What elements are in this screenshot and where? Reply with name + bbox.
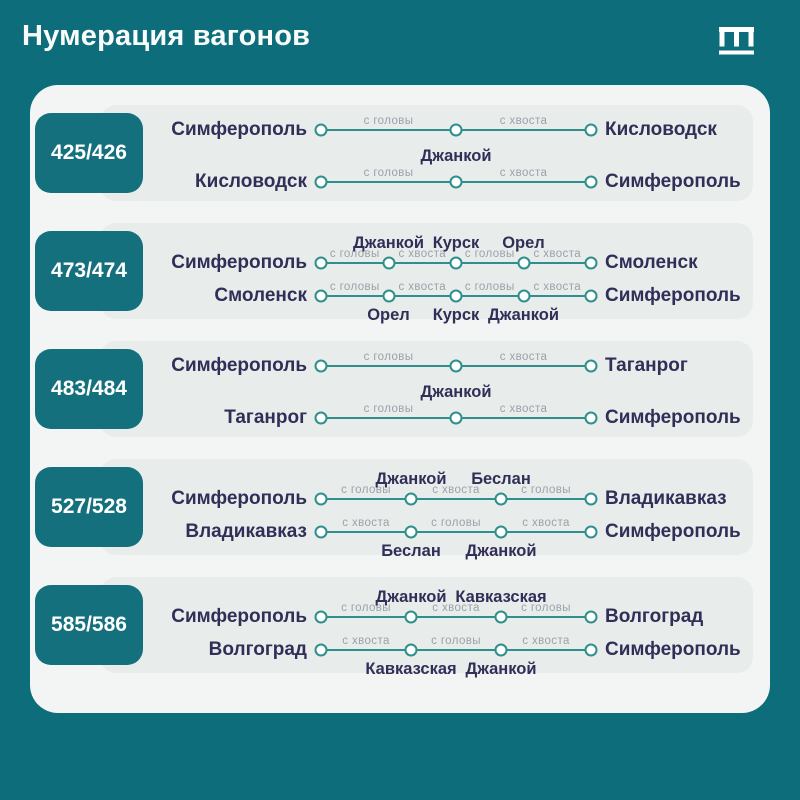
station-dot [495,610,508,623]
segment-direction-label: с головы [521,483,571,496]
intermediate-station-label: Орел [367,305,410,324]
route-track [315,469,597,510]
intermediate-station-label: Беслан [381,541,441,560]
segment-direction-label: с головы [363,351,414,363]
destination-city-label: Таганрог [605,355,688,376]
route-row [100,280,753,324]
segment-direction-label: с головы [464,280,515,293]
station-dot [405,610,418,623]
segment-direction-label: с головы [329,247,380,260]
route-row [100,233,753,274]
intermediate-station-label: Джанкой [465,659,537,678]
station-dot [450,289,463,302]
route-track [315,115,597,141]
segment-direction-label: с хвоста [432,483,480,496]
route-line [321,531,591,533]
route-row [100,167,753,193]
segment-direction-label: с головы [431,516,481,529]
route-track [315,516,597,560]
station-dot [405,525,418,538]
destination-city-label: Симферополь [605,407,741,428]
segment-direction-label: с хвоста [522,516,570,529]
segment-direction-label: с хвоста [398,280,447,293]
destination-city-label: Симферополь [605,520,741,542]
route-rail [321,634,591,678]
origin-city-label: Владикавказ [185,520,307,542]
shared-middle-station-label: Джанкой [420,147,492,165]
station-dot [450,412,463,425]
route-rail [321,167,591,193]
origin-city-label: Симферополь [171,605,307,627]
segment-direction-label: с головы [363,403,414,415]
destination-city-label: Владикавказ [605,487,727,509]
route-row [100,516,753,560]
segment-direction-label: с хвоста [533,247,582,260]
route-track [315,634,597,678]
train-number-badge: 585/586 [35,585,143,665]
origin-city-label: Симферополь [171,355,307,376]
destination-city-label: Смоленск [605,251,698,273]
intermediate-station-label: Джанкой [487,305,560,324]
route-track [315,403,597,429]
station-dot [585,525,598,538]
intermediate-station-label: Кавказская [365,659,457,678]
shared-middle-station-label: Джанкой [420,383,492,401]
segment-direction-label: с головы [363,167,414,179]
route-track [315,351,597,377]
segment-direction-label: с головы [341,483,391,496]
route-card [51,105,753,201]
station-dot [315,610,328,623]
station-dot [495,492,508,505]
station-dot [315,412,328,425]
station-dot [315,492,328,505]
origin-city-label: Таганрог [224,407,307,428]
segment-direction-label: с хвоста [522,634,570,647]
segment-direction-label: с головы [464,247,515,260]
route-row [100,115,753,141]
route-card [51,341,753,437]
station-dot [517,256,530,269]
segment-direction-label: с хвоста [499,115,548,127]
route-card-body [100,459,753,560]
destination-city-label: Кисловодск [605,119,717,140]
intermediate-station-label: Джанкой [375,469,447,488]
intermediate-station-label: Кавказская [455,587,547,606]
route-rail [321,115,591,141]
segment-direction-label: с головы [521,601,571,614]
segment-direction-label: с хвоста [533,280,582,293]
station-dot [585,492,598,505]
station-dot [450,360,463,373]
route-track [315,587,597,628]
route-card-body [100,577,753,678]
page-header [0,0,800,85]
route-card-body [100,105,753,201]
segment-direction-label: с головы [341,601,391,614]
station-dot [315,124,328,137]
station-dot [585,360,598,373]
station-dot [585,124,598,137]
route-track [315,233,597,274]
route-track [315,280,597,324]
intermediate-station-label: Джанкой [375,587,447,606]
station-dot [585,412,598,425]
station-dot [450,176,463,189]
route-rail [321,587,591,628]
station-dot [405,492,418,505]
segment-direction-label: с хвоста [398,247,447,260]
route-row [100,469,753,510]
station-dot [517,289,530,302]
route-rail [321,516,591,560]
intermediate-station-label: Курск [432,305,480,324]
route-card [51,459,753,560]
route-line [321,649,591,651]
segment-direction-label: с головы [431,634,481,647]
station-dot [315,176,328,189]
origin-city-label: Симферополь [171,251,307,273]
train-number-badge: 483/484 [35,349,143,429]
station-dot [585,610,598,623]
destination-city-label: Симферополь [605,284,741,306]
route-row [100,587,753,628]
route-rail [321,351,591,377]
origin-city-label: Кисловодск [195,171,307,192]
route-rail [321,280,591,324]
station-dot [450,256,463,269]
origin-city-label: Симферополь [171,487,307,509]
destination-city-label: Симферополь [605,171,741,192]
segment-direction-label: с головы [329,280,380,293]
station-dot [495,643,508,656]
destination-city-label: Волгоград [605,605,704,627]
segment-direction-label: с хвоста [342,634,390,647]
station-dot [315,256,328,269]
station-dot [405,643,418,656]
route-row [100,634,753,678]
route-rail [321,233,591,274]
route-rail [321,469,591,510]
route-card-body [100,341,753,437]
station-dot [585,643,598,656]
station-dot [585,176,598,189]
route-line [321,616,591,618]
station-dot [382,289,395,302]
station-dot [450,124,463,137]
segment-direction-label: с хвоста [499,351,548,363]
routes-panel [30,85,770,713]
route-card [51,577,753,678]
train-number-badge: 527/528 [35,467,143,547]
route-row [100,351,753,377]
train-number-badge: 425/426 [35,113,143,193]
station-dot [315,525,328,538]
route-row [100,403,753,429]
intermediate-station-label: Джанкой [465,541,537,560]
station-dot [315,360,328,373]
origin-city-label: Волгоград [208,638,307,660]
segment-direction-label: с хвоста [432,601,480,614]
intermediate-station-label: Орел [502,233,545,252]
origin-city-label: Смоленск [214,284,307,306]
station-dot [382,256,395,269]
station-dot [495,525,508,538]
intermediate-station-label: Джанкой [352,233,425,252]
destination-city-label: Симферополь [605,638,741,660]
railway-company-logo-icon [719,27,754,55]
station-dot [315,289,328,302]
intermediate-station-label: Беслан [471,469,531,488]
segment-direction-label: с хвоста [499,167,548,179]
station-dot [315,643,328,656]
station-dot [585,256,598,269]
segment-direction-label: с хвоста [499,403,548,415]
station-dot [585,289,598,302]
intermediate-station-label: Курск [432,233,480,252]
origin-city-label: Симферополь [171,119,307,140]
route-rail [321,403,591,429]
train-number-badge: 473/474 [35,231,143,311]
route-card-body [100,223,753,324]
segment-direction-label: с головы [363,115,414,127]
route-card [51,223,753,324]
segment-direction-label: с хвоста [342,516,390,529]
route-line [321,498,591,500]
page-title: Нумерация вагонов [22,20,311,52]
route-track [315,167,597,193]
